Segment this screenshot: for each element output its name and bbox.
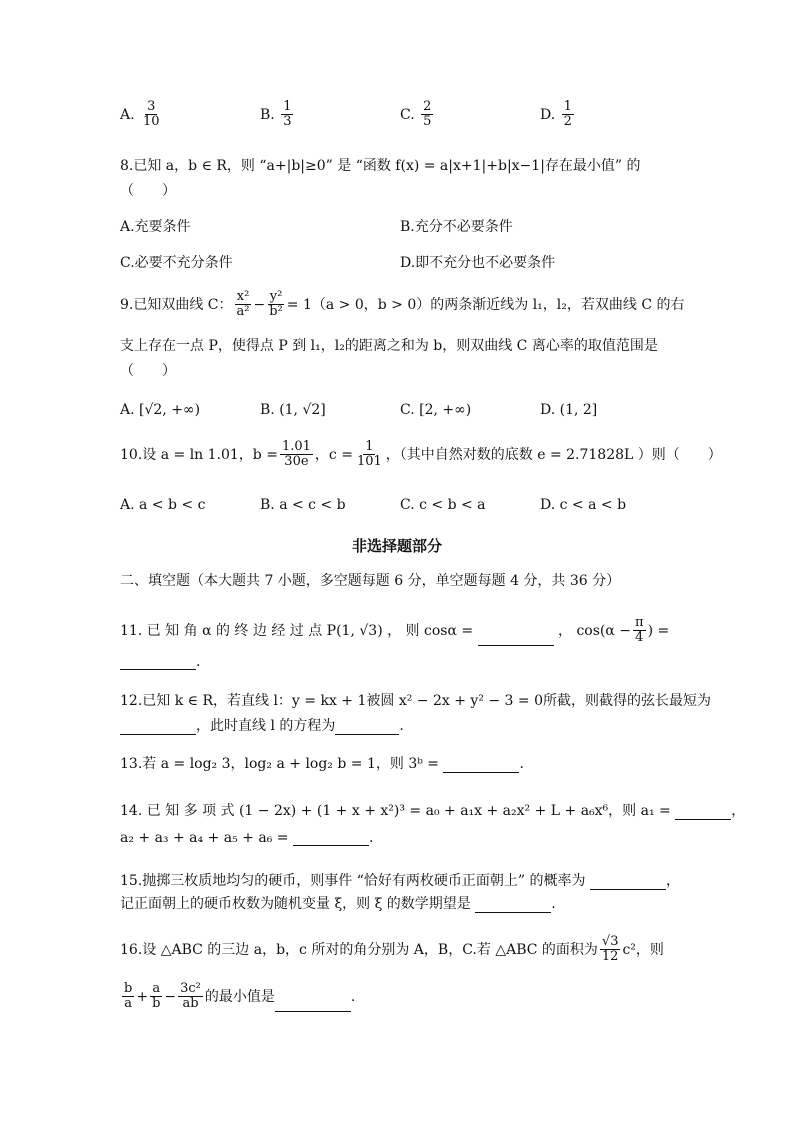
q9-line2: 支上存在一点 P，使得点 P 到 l₁，l₂的距离之和为 b，则双曲线 C 离心率的取值范围是 xyxy=(120,338,658,354)
fraction xyxy=(600,935,621,965)
denominator: a² xyxy=(236,304,250,320)
q12-line1: 12.已知 k ∈ R，若直线 l：y = kx + 1被圆 x² − 2x + y² − 3 = 0所截，则截得的弦长最短为 xyxy=(120,693,712,709)
q7-option-c xyxy=(400,100,435,130)
fraction xyxy=(281,100,293,130)
text: a₂ + a₃ + a₄ + a₅ + a₆ = xyxy=(120,830,289,846)
q9-option-c: C. [2, +∞) xyxy=(400,402,472,418)
text: = 1（a > 0，b > 0）的两条渐近线为 l₁，l₂，若双曲线 C 的右 xyxy=(286,296,685,313)
q10-option-a: A. a < b < c xyxy=(120,497,206,513)
answer-blank[interactable] xyxy=(275,997,351,1012)
numerator: 1 xyxy=(563,99,572,114)
fraction xyxy=(150,982,162,1012)
text: . xyxy=(551,896,556,912)
text: . xyxy=(519,756,524,772)
answer-blank[interactable] xyxy=(478,631,554,646)
numerator: x² xyxy=(236,289,250,304)
option-label: D. xyxy=(540,106,556,123)
text: 的最小值是 xyxy=(204,988,275,1005)
text: ， xyxy=(731,803,746,819)
q7-option-b xyxy=(260,100,295,130)
q16-line2 xyxy=(120,982,680,1012)
q7-option-d xyxy=(540,100,576,130)
text: ) = xyxy=(647,622,670,639)
text: 11. 已 知 角 α 的 终 边 经 过 点 P(1, √3) ， 则 cosα = xyxy=(120,622,474,639)
fraction xyxy=(235,290,252,320)
numerator: 2 xyxy=(423,99,432,114)
q8-option-d: D.即不充分也不必要条件 xyxy=(400,255,556,271)
minus-sign: − xyxy=(164,988,177,1005)
numerator: b xyxy=(124,981,133,996)
text: . xyxy=(399,718,404,734)
text: 10.设 a = ln 1.01，b = xyxy=(120,446,278,463)
fraction xyxy=(633,616,646,646)
q8-option-a: A.充要条件 xyxy=(120,219,191,235)
answer-blank[interactable] xyxy=(590,875,666,890)
numerator: 1 xyxy=(365,439,374,454)
denominator: 10 xyxy=(143,114,160,130)
denominator: a xyxy=(124,996,133,1012)
q9-paren: （ ） xyxy=(120,363,176,379)
text: ， xyxy=(665,873,680,889)
text: 9.已知双曲线 C： xyxy=(120,296,233,313)
fraction xyxy=(141,100,162,130)
text: ，此时直线 l 的方程为 xyxy=(196,718,336,734)
fraction xyxy=(267,290,285,320)
answer-blank[interactable] xyxy=(443,758,519,773)
fraction xyxy=(421,100,433,130)
numerator: √3 xyxy=(601,934,619,949)
option-label: A. xyxy=(120,106,135,123)
section-title: 非选择题部分 xyxy=(351,537,442,555)
text: 记正面朝上的硬币枚数为随机变量 ξ，则 ξ 的数学期望是 xyxy=(120,896,471,912)
denominator: 4 xyxy=(635,630,644,646)
answer-blank[interactable] xyxy=(120,720,196,735)
q14-line1 xyxy=(120,800,746,820)
text: ，c = xyxy=(314,446,353,463)
numerator: 3c² xyxy=(180,981,201,996)
fraction xyxy=(178,982,203,1012)
denominator: ab xyxy=(182,996,199,1012)
denominator: 3 xyxy=(283,114,292,130)
text: c²，则 xyxy=(622,941,664,958)
text: . xyxy=(350,988,356,1005)
text: . xyxy=(368,830,374,846)
denominator: 5 xyxy=(423,114,432,130)
q15-line2 xyxy=(120,893,680,913)
numerator: 3 xyxy=(147,99,156,114)
numerator: 1 xyxy=(283,99,292,114)
q8-option-b: B.充分不必要条件 xyxy=(400,219,513,235)
section-intro: 二、填空题（本大题共 7 小题，多空题每题 6 分，单空题每题 4 分，共 36 分） xyxy=(120,573,621,589)
q9-option-d: D. (1, 2] xyxy=(540,402,598,418)
option-label: C. xyxy=(400,106,415,123)
text: 14. 已 知 多 项 式 (1 − 2x) + (1 + x + x²)³ = a₀ + a₁x + a₂x² + L + a₆x⁶，则 a₁ = xyxy=(120,803,671,819)
denominator: 2 xyxy=(563,114,572,130)
text: 15.抛掷三枚质地均匀的硬币，则事件 “恰好有两枚硬币正面朝上” 的概率为 xyxy=(120,873,586,889)
answer-blank[interactable] xyxy=(120,655,196,670)
denominator: 30e xyxy=(284,454,309,470)
numerator: π xyxy=(635,615,644,630)
answer-blank[interactable] xyxy=(335,720,399,735)
fraction xyxy=(280,440,313,470)
fraction xyxy=(355,440,384,470)
q11-line1 xyxy=(120,616,680,646)
text: 13.若 a = log₂ 3，log₂ a + log₂ b = 1，则 3ᵇ = xyxy=(120,756,440,772)
q14-line2 xyxy=(120,830,680,846)
text: ， cos(α − xyxy=(558,622,632,639)
fraction xyxy=(562,100,574,130)
q16-line1 xyxy=(120,935,680,965)
q7-option-a xyxy=(120,100,164,130)
option-label: B. xyxy=(260,106,275,123)
q8-option-c: C.必要不充分条件 xyxy=(120,255,233,271)
q15-line1 xyxy=(120,870,680,890)
q8-paren: （ ） xyxy=(120,183,176,199)
plus-sign: + xyxy=(136,988,149,1005)
numerator: 1.01 xyxy=(281,439,311,454)
denominator: b xyxy=(152,996,161,1012)
q11-line2 xyxy=(120,654,680,670)
numerator: y² xyxy=(269,289,283,304)
q10-option-b: B. a < c < b xyxy=(260,497,346,513)
q9-option-a: A. [√2, +∞) xyxy=(120,402,201,418)
q10-stem xyxy=(120,439,722,470)
denominator: 101 xyxy=(356,454,382,470)
q9-line1 xyxy=(120,289,685,320)
numerator: a xyxy=(152,981,161,996)
minus-sign: − xyxy=(253,296,266,313)
answer-blank[interactable] xyxy=(475,898,551,913)
q8-stem: 8.已知 a，b ∈ R，则 “a+|b|≥0” 是 “函数 f(x) = a|x+1|+b|x−1|存在最小值” 的 xyxy=(120,158,641,174)
answer-blank[interactable] xyxy=(675,805,731,820)
text: 16.设 △ABC 的三边 a，b，c 所对的角分别为 A，B，C.若 △ABC 的面积为 xyxy=(120,941,598,958)
q9-option-b: B. (1, √2] xyxy=(260,402,326,418)
q13-line xyxy=(120,753,680,773)
text: ，（其中自然对数的底数 e = 2.71828L ）则（ ） xyxy=(385,446,722,463)
text: . xyxy=(196,654,201,670)
q12-line2 xyxy=(120,715,680,735)
answer-blank[interactable] xyxy=(293,831,369,846)
denominator: 12 xyxy=(601,949,619,965)
q10-option-c: C. c < b < a xyxy=(400,497,486,513)
fraction xyxy=(122,982,134,1012)
denominator: b² xyxy=(269,304,283,320)
q10-option-d: D. c < a < b xyxy=(540,497,627,513)
